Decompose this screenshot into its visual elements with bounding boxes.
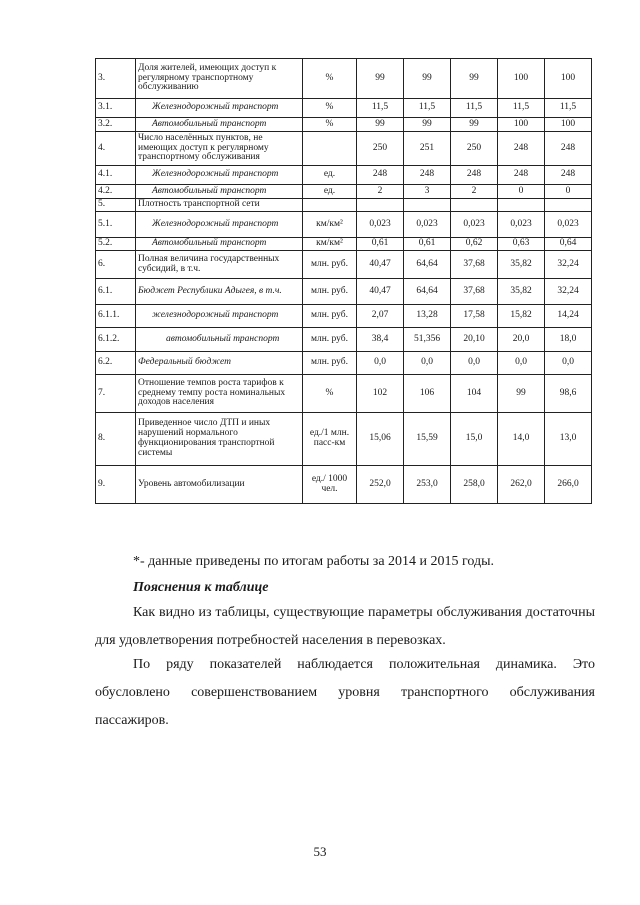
value-cell: 20,0 <box>498 328 545 352</box>
row-number: 3.2. <box>96 118 136 132</box>
table-row <box>96 59 592 99</box>
indicator-name: Полная величина государственных субсидий, в т.ч. <box>136 251 303 279</box>
indicator-name: Автомобильный транспорт <box>136 185 303 199</box>
value-cell: 0 <box>545 185 592 199</box>
value-cell: 251 <box>404 132 451 166</box>
indicators-table <box>95 58 592 504</box>
value-cell: 0,63 <box>498 238 545 251</box>
unit-cell: млн. руб. <box>303 251 357 279</box>
row-number: 9. <box>96 466 136 504</box>
value-cell: 99 <box>451 118 498 132</box>
value-cell: 100 <box>498 59 545 99</box>
value-cell: 250 <box>451 132 498 166</box>
value-cell: 51,356 <box>404 328 451 352</box>
indicator-name: Железнодорожный транспорт <box>136 166 303 185</box>
table-row <box>96 466 592 504</box>
indicator-name: Отношение темпов роста тарифов к среднему темпу роста номинальных доходов населения <box>136 375 303 413</box>
table-row <box>96 212 592 238</box>
unit-cell: % <box>303 59 357 99</box>
value-cell: 0,023 <box>357 212 404 238</box>
value-cell: 248 <box>404 166 451 185</box>
unit-cell: млн. руб. <box>303 328 357 352</box>
value-cell: 15,0 <box>451 413 498 466</box>
indicator-name: Плотность транспортной сети <box>136 199 303 212</box>
unit-cell: млн. руб. <box>303 352 357 375</box>
row-number: 5.1. <box>96 212 136 238</box>
value-cell: 258,0 <box>451 466 498 504</box>
unit-cell: ед. <box>303 185 357 199</box>
value-cell: 0,61 <box>357 238 404 251</box>
value-cell: 38,4 <box>357 328 404 352</box>
row-number: 6.2. <box>96 352 136 375</box>
value-cell: 106 <box>404 375 451 413</box>
value-cell: 248 <box>498 132 545 166</box>
value-cell: 32,24 <box>545 279 592 305</box>
unit-cell: ед./1 млн. пасс-км <box>303 413 357 466</box>
value-cell: 14,0 <box>498 413 545 466</box>
value-cell: 20,10 <box>451 328 498 352</box>
value-cell: 35,82 <box>498 251 545 279</box>
value-cell: 18,0 <box>545 328 592 352</box>
value-cell: 11,5 <box>498 99 545 118</box>
table-row <box>96 132 592 166</box>
value-cell: 250 <box>357 132 404 166</box>
unit-cell: млн. руб. <box>303 305 357 328</box>
row-number: 5. <box>96 199 136 212</box>
value-cell: 2,07 <box>357 305 404 328</box>
value-cell: 100 <box>545 59 592 99</box>
value-cell: 64,64 <box>404 279 451 305</box>
table-row <box>96 279 592 305</box>
paragraph: Как видно из таблицы, существующие параметры обслуживания достаточны для удовлетворения потребностей населения в перевозках. <box>95 605 595 648</box>
value-cell: 102 <box>357 375 404 413</box>
unit-cell: % <box>303 118 357 132</box>
unit-cell: % <box>303 99 357 118</box>
value-cell: 266,0 <box>545 466 592 504</box>
value-cell: 100 <box>498 118 545 132</box>
value-cell: 248 <box>451 166 498 185</box>
indicator-name: Приведенное число ДТП и иных нарушений нормального функционирования транспортной системы <box>136 413 303 466</box>
value-cell: 252,0 <box>357 466 404 504</box>
paragraph: По ряду показателей наблюдается положительная динамика. Это обусловлено совершенствованием уровня транспортного обслуживания пассажиров. <box>95 657 595 728</box>
value-cell: 2 <box>451 185 498 199</box>
value-cell: 40,47 <box>357 279 404 305</box>
indicator-name: Бюджет Республики Адыгея, в т.ч. <box>136 279 303 305</box>
value-cell: 37,68 <box>451 251 498 279</box>
unit-cell: ед. <box>303 166 357 185</box>
table-row <box>96 99 592 118</box>
row-number: 5.2. <box>96 238 136 251</box>
value-cell: 0,0 <box>404 352 451 375</box>
value-cell: 99 <box>357 59 404 99</box>
value-cell: 248 <box>357 166 404 185</box>
value-cell: 248 <box>545 166 592 185</box>
value-cell: 3 <box>404 185 451 199</box>
table-row <box>96 199 592 212</box>
value-cell <box>404 199 451 212</box>
value-cell <box>357 199 404 212</box>
value-cell: 248 <box>498 166 545 185</box>
value-cell: 0,0 <box>545 352 592 375</box>
indicator-name: Железнодорожный транспорт <box>136 212 303 238</box>
value-cell: 248 <box>545 132 592 166</box>
value-cell: 0 <box>498 185 545 199</box>
table-row <box>96 166 592 185</box>
value-cell: 0,023 <box>498 212 545 238</box>
unit-cell: млн. руб. <box>303 279 357 305</box>
value-cell: 13,28 <box>404 305 451 328</box>
indicator-name: автомобильный транспорт <box>136 328 303 352</box>
value-cell: 0,62 <box>451 238 498 251</box>
row-number: 4. <box>96 132 136 166</box>
footnote: *- данные приведены по итогам работы за 2014 и 2015 годы. <box>133 554 495 569</box>
unit-cell: км/км² <box>303 212 357 238</box>
row-number: 6.1. <box>96 279 136 305</box>
row-number: 3. <box>96 59 136 99</box>
table-row <box>96 238 592 251</box>
value-cell: 2 <box>357 185 404 199</box>
value-cell: 99 <box>498 375 545 413</box>
value-cell: 253,0 <box>404 466 451 504</box>
value-cell: 0,023 <box>404 212 451 238</box>
value-cell: 11,5 <box>357 99 404 118</box>
value-cell: 37,68 <box>451 279 498 305</box>
indicator-name: Число населённых пунктов, не имеющих доступ к регулярному транспортному обслуживания <box>136 132 303 166</box>
indicator-name: Уровень автомобилизации <box>136 466 303 504</box>
indicator-name: Доля жителей, имеющих доступ к регулярному транспортному обслуживанию <box>136 59 303 99</box>
value-cell: 40,47 <box>357 251 404 279</box>
unit-cell <box>303 199 357 212</box>
value-cell: 0,0 <box>498 352 545 375</box>
value-cell: 15,06 <box>357 413 404 466</box>
value-cell: 0,023 <box>545 212 592 238</box>
table-row <box>96 328 592 352</box>
value-cell: 64,64 <box>404 251 451 279</box>
value-cell: 100 <box>545 118 592 132</box>
value-cell: 99 <box>404 118 451 132</box>
value-cell: 0,0 <box>451 352 498 375</box>
row-number: 6.1.1. <box>96 305 136 328</box>
table-row <box>96 185 592 199</box>
value-cell: 0,023 <box>451 212 498 238</box>
section-heading: Пояснения к таблице <box>133 580 269 595</box>
value-cell: 15,59 <box>404 413 451 466</box>
value-cell: 32,24 <box>545 251 592 279</box>
table-row <box>96 251 592 279</box>
value-cell: 99 <box>404 59 451 99</box>
indicator-name: Автомобильный транспорт <box>136 238 303 251</box>
table-body <box>96 59 592 504</box>
table-row <box>96 305 592 328</box>
value-cell: 0,64 <box>545 238 592 251</box>
value-cell: 104 <box>451 375 498 413</box>
value-cell: 0,61 <box>404 238 451 251</box>
value-cell: 35,82 <box>498 279 545 305</box>
row-number: 4.2. <box>96 185 136 199</box>
row-number: 8. <box>96 413 136 466</box>
table-row <box>96 352 592 375</box>
unit-cell <box>303 132 357 166</box>
value-cell: 14,24 <box>545 305 592 328</box>
row-number: 6.1.2. <box>96 328 136 352</box>
indicator-name: Автомобильный транспорт <box>136 118 303 132</box>
indicator-name: Железнодорожный транспорт <box>136 99 303 118</box>
table-row <box>96 375 592 413</box>
value-cell <box>498 199 545 212</box>
unit-cell: ед./ 1000 чел. <box>303 466 357 504</box>
row-number: 6. <box>96 251 136 279</box>
indicator-name: Федеральный бюджет <box>136 352 303 375</box>
value-cell: 15,82 <box>498 305 545 328</box>
value-cell: 11,5 <box>451 99 498 118</box>
page-number: 53 <box>313 844 327 859</box>
row-number: 7. <box>96 375 136 413</box>
value-cell: 0,0 <box>357 352 404 375</box>
value-cell <box>545 199 592 212</box>
value-cell: 98,6 <box>545 375 592 413</box>
value-cell: 99 <box>451 59 498 99</box>
value-cell: 13,0 <box>545 413 592 466</box>
indicator-name: железнодорожный транспорт <box>136 305 303 328</box>
table-row <box>96 413 592 466</box>
value-cell: 11,5 <box>404 99 451 118</box>
unit-cell: км/км² <box>303 238 357 251</box>
value-cell: 11,5 <box>545 99 592 118</box>
unit-cell: % <box>303 375 357 413</box>
value-cell: 17,58 <box>451 305 498 328</box>
value-cell: 262,0 <box>498 466 545 504</box>
value-cell <box>451 199 498 212</box>
table-row <box>96 118 592 132</box>
row-number: 4.1. <box>96 166 136 185</box>
row-number: 3.1. <box>96 99 136 118</box>
value-cell: 99 <box>357 118 404 132</box>
